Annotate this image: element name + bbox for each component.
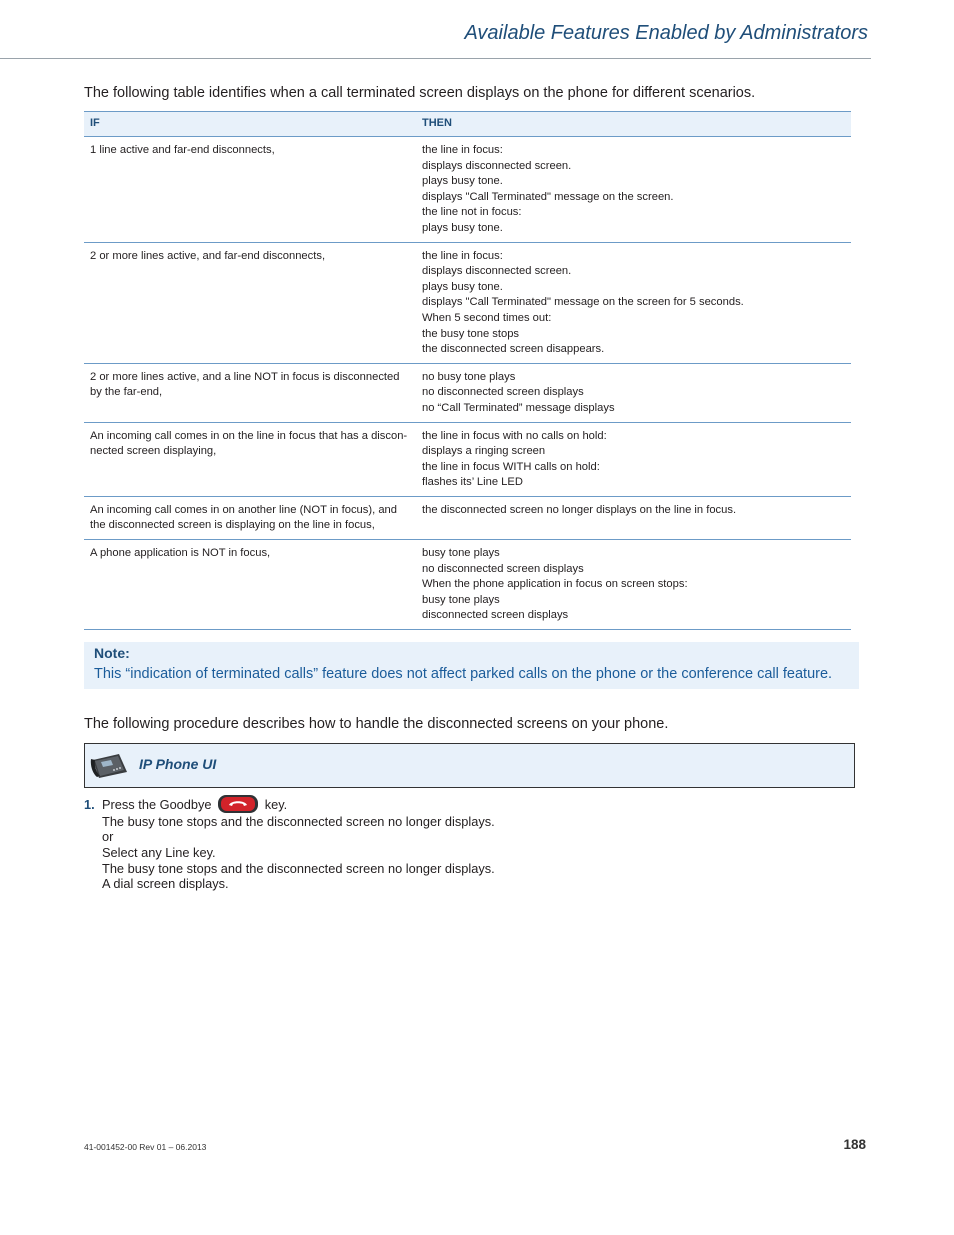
- then-cell-line: no disconnected screen displays: [422, 562, 584, 575]
- if-cell-line: 2 or more lines active, and far-end disconnects,: [90, 249, 326, 262]
- ip-phone-icon: [89, 750, 129, 780]
- then-cell: [416, 422, 851, 496]
- header-rule: [0, 58, 871, 59]
- then-cell-line: the line in focus WITH calls on hold:: [422, 460, 600, 473]
- if-cell: [84, 422, 416, 496]
- then-cell-line: the line in focus with no calls on hold:: [422, 429, 607, 442]
- page-number: 188: [843, 1137, 866, 1152]
- then-cell-line: disconnected screen displays: [422, 609, 569, 622]
- then-cell-line: plays busy tone.: [422, 280, 503, 293]
- then-cell-line: plays busy tone.: [422, 221, 503, 234]
- if-cell-line: by the far-end,: [90, 386, 163, 399]
- then-cell-line: displays a ringing screen: [422, 445, 546, 458]
- table-row: [84, 137, 851, 243]
- column-header-if: IF: [84, 112, 416, 137]
- if-cell: [84, 496, 416, 539]
- if-cell-line: An incoming call comes in on the line in focus that has a discon-: [90, 429, 408, 442]
- procedure-intro: The following procedure describes how to handle the disconnected screens on your phone.: [84, 716, 669, 732]
- ip-phone-ui-box: [84, 743, 855, 788]
- then-cell: [416, 242, 851, 363]
- then-cell-line: no disconnected screen displays: [422, 386, 584, 399]
- then-cell-line: no “Call Terminated” message displays: [422, 401, 615, 414]
- step-lines: [102, 814, 495, 893]
- if-cell: [84, 363, 416, 422]
- table-row: [84, 496, 851, 539]
- ip-phone-ui-label: IP Phone UI: [139, 756, 217, 772]
- table-row: [84, 540, 851, 630]
- table-row: [84, 363, 851, 422]
- if-cell-line: nected screen displaying,: [90, 445, 217, 458]
- step-suffix: key.: [264, 797, 288, 812]
- goodbye-key-icon: [217, 794, 259, 814]
- then-cell-line: the disconnected screen disappears.: [422, 343, 605, 356]
- step-body: [102, 797, 495, 892]
- if-cell: [84, 540, 416, 630]
- then-cell-line: busy tone plays: [422, 547, 500, 560]
- then-cell-line: displays disconnected screen.: [422, 159, 572, 172]
- then-cell: [416, 137, 851, 243]
- then-cell-line: flashes its’ Line LED: [422, 476, 523, 489]
- step-line: The busy tone stops and the disconnected screen no longer displays.: [102, 860, 495, 876]
- intro-paragraph: The following table identifies when a call terminated screen displays on the phone for different scenarios.: [84, 85, 756, 101]
- if-cell-line: the disconnected screen is displaying on the line in focus,: [90, 519, 375, 532]
- then-cell-line: the line not in focus:: [422, 206, 522, 219]
- if-cell-line: 1 line active and far-end disconnects,: [90, 144, 275, 156]
- table-row: [84, 422, 851, 496]
- step-line: A dial screen displays.: [102, 876, 229, 892]
- table-header-row: [84, 112, 851, 137]
- then-cell-line: the line in focus:: [422, 144, 503, 156]
- then-cell: [416, 363, 851, 422]
- then-cell: [416, 496, 851, 539]
- step-line: The busy tone stops and the disconnected screen no longer displays.: [102, 813, 495, 829]
- then-cell-line: When the phone application in focus on screen stops:: [422, 578, 688, 591]
- note-box: [84, 642, 859, 689]
- then-cell-line: displays disconnected screen.: [422, 265, 572, 278]
- step-line: or: [102, 829, 114, 845]
- table-row: [84, 242, 851, 363]
- if-cell: [84, 242, 416, 363]
- then-cell-line: no busy tone plays: [422, 370, 516, 383]
- scenario-table: [84, 111, 851, 630]
- step-line: Select any Line key.: [102, 845, 216, 861]
- footer-doc-id: 41-001452-00 Rev 01 – 06.2013: [84, 1142, 207, 1152]
- then-cell: [416, 540, 851, 630]
- then-cell-line: the line in focus:: [422, 249, 503, 262]
- note-text: This “indication of terminated calls” feature does not affect parked calls on the phone or the conference call feature.: [94, 666, 833, 682]
- then-cell-line: the disconnected screen no longer displays on the line in focus.: [422, 503, 737, 516]
- if-cell-line: A phone application is NOT in focus,: [90, 547, 271, 560]
- if-cell: [84, 137, 416, 243]
- then-cell-line: plays busy tone.: [422, 175, 503, 188]
- then-cell-line: When 5 second times out:: [422, 311, 552, 324]
- if-cell-line: 2 or more lines active, and a line NOT in focus is disconnected: [90, 370, 400, 383]
- column-header-then: THEN: [416, 112, 851, 137]
- then-cell-line: the busy tone stops: [422, 327, 520, 340]
- then-cell-line: busy tone plays: [422, 593, 500, 606]
- then-cell-line: displays "Call Terminated" message on the screen for 5 seconds.: [422, 296, 744, 309]
- note-title: Note:: [94, 645, 130, 661]
- if-cell-line: An incoming call comes in on another line (NOT in focus), and: [90, 503, 397, 516]
- then-cell-line: displays "Call Terminated" message on the screen.: [422, 190, 674, 203]
- step-first-line: [102, 797, 495, 814]
- running-header-title: Available Features Enabled by Administrators: [464, 22, 868, 44]
- step-number: 1.: [84, 797, 95, 812]
- step-prefix: Press the Goodbye: [102, 797, 212, 812]
